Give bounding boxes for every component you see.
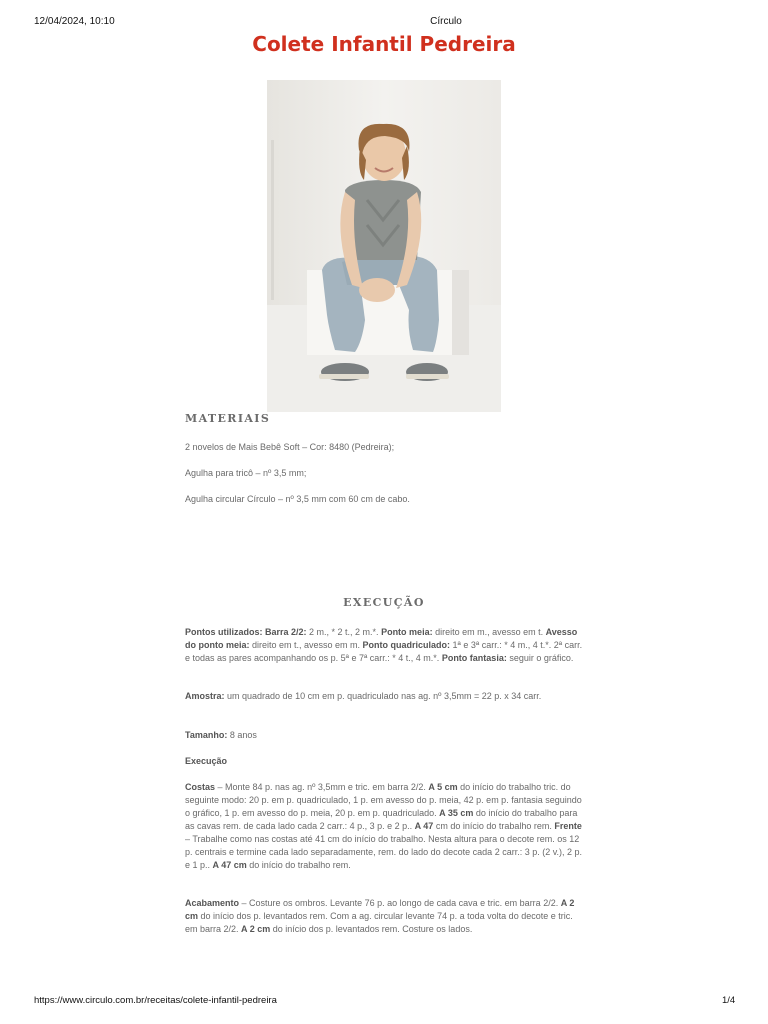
product-photo — [267, 80, 501, 412]
print-url: https://www.circulo.com.br/receitas/colete-infantil-pedreira — [34, 995, 277, 1006]
sample-paragraph: Amostra: um quadrado de 10 cm em p. quadriculado nas ag. nº 3,5mm = 22 p. x 34 carr. — [185, 691, 542, 701]
size-paragraph: Tamanho: 8 anos — [185, 730, 257, 740]
stitches-paragraph: Pontos utilizados: Barra 2/2: 2 m., * 2 t., 2 m.*. Ponto meia: direito em m., avesso em t. Avesso do ponto meia: direito em t., avesso em m. Ponto quadriculado: 1ª e 3ª carr.: * 4 m., 4 t.*. 2ª carr. e todas as pares acompanhando os p. 5ª e 7ª carr.: * 4 t., 4 m.*. Ponto fantasia: seguir o gráfico. — [185, 627, 583, 663]
page-title: Colete Infantil Pedreira — [252, 32, 516, 56]
execution-subheading: Execução — [185, 756, 228, 766]
materials-item-circular-needle: Agulha circular Círculo – nº 3,5 mm com 60 cm de cabo. — [185, 494, 410, 504]
back-paragraph: Costas – Monte 84 p. nas ag. nº 3,5mm e tric. em barra 2/2. A 5 cm do início do trabalho tric. do seguinte modo: 20 p. em p. quadriculado, 1 p. em avesso do p. meia, 42 p. em p. fantasia seguindo o gráfico, 1 p. em avesso do p. meia, 20 p. em p. quadriculado. A 35 cm do início do trabalho para as cavas rem. de cada lado cada 2 carr.: 4 p., 3 p. e 2 p.. A 47 cm do início do trabalho rem. Frente – Trabalhe como nas costas até 41 cm do início do trabalho. Nesta altura para o decote rem. os 12 p. centrais e termine cada lado separadamente, rem. do lado do decote cada 2 carr.: 3 p. (2 v.), 2 p. e 1 p.. A 47 cm do início do trabalho rem. — [185, 782, 583, 870]
print-datetime: 12/04/2024, 10:10 — [34, 16, 115, 27]
print-site-name: Círculo — [430, 16, 462, 27]
child-in-vest-image — [267, 80, 501, 412]
page-number: 1/4 — [722, 995, 736, 1006]
finishing-paragraph: Acabamento – Costure os ombros. Levante 76 p. ao longo de cada cava e tric. em barra 2/2. A 2 cm do início dos p. levantados rem. Com a ag. circular levante 74 p. a toda volta do decote e tric. em barra 2/2. A 2 cm do início dos p. levantados rem. Costure os lados. — [185, 898, 575, 934]
materials-item-yarn: 2 novelos de Mais Bebê Soft – Cor: 8480 (Pedreira); — [185, 442, 395, 452]
execution-heading: EXECUÇÃO — [343, 596, 425, 609]
materials-item-needle: Agulha para tricô – nº 3,5 mm; — [185, 468, 307, 478]
materials-heading: MATERIAIS — [185, 412, 271, 425]
